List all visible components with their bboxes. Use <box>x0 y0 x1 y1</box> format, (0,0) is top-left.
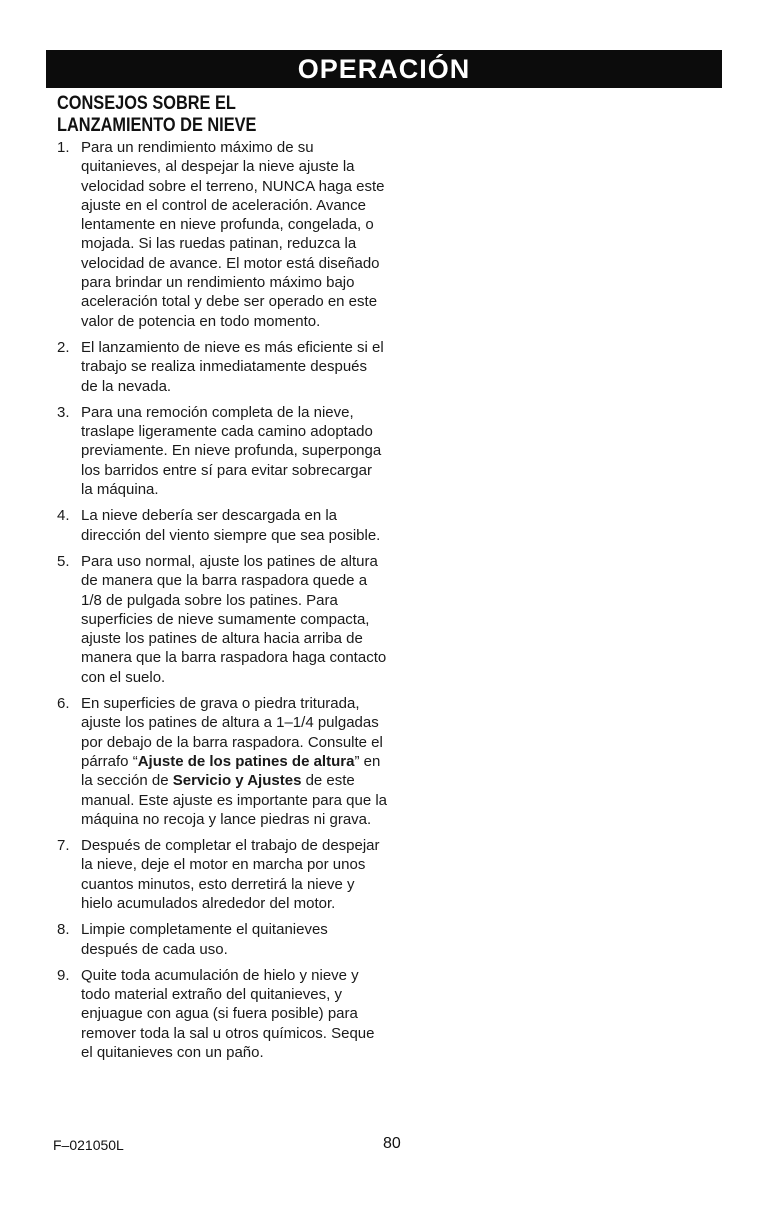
tip-number: 5. <box>57 552 70 570</box>
tip-text: Limpie completamente el quitanieves después de cada uso. <box>81 921 328 958</box>
tip-number: 9. <box>57 966 70 984</box>
tip-number: 2. <box>57 338 70 356</box>
tip-number: 3. <box>57 403 70 421</box>
tip-item-1 <box>57 138 387 331</box>
tip-item-9 <box>57 966 387 1062</box>
section-reference-bold: Servicio y Ajustes <box>172 772 302 790</box>
tip-item-7 <box>57 836 387 913</box>
tip-number: 1. <box>57 139 70 156</box>
tip-text: Después de completar el trabajo de despejar la nieve, deje el motor en marcha por unos cuantos minutos, esto derretirá la nieve y hielo acumulados alrededor del motor. <box>81 837 380 912</box>
tip-text: Para uso normal, ajuste los patines de altura de manera que la barra raspadora quede a 1/8 de pulgada sobre los patines. Para superficies de nieve sumamente compacta, ajuste los patines de altura hacia arriba de manera que la barra raspadora haga contacto con el suelo. <box>81 552 387 686</box>
tip-text: Para un rendimiento máximo de su quitanieves, al despejar la nieve ajuste la velocidad sobre el terreno, NUNCA haga este ajuste en el control de aceleración. Avance lentamente en nieve profunda, congelada, o mojada. Si las ruedas patinan, reduzca la velocidad de avance. El motor está diseñado para brindar un rendimiento máximo bajo aceleración total y debe ser operado en este valor de potencia en todo momento. <box>81 139 385 330</box>
tip-text-part: de este manual. Este ajuste es importante para que la máquina no recoja y lance piedras ni grava. <box>81 772 388 828</box>
tip-item-6 <box>57 694 387 829</box>
tip-text: El lanzamiento de nieve es más eficiente si el trabajo se realiza inmediatamente después de la nevada. <box>81 338 384 395</box>
section-banner <box>46 50 722 88</box>
section-heading <box>57 93 341 137</box>
tip-item-2 <box>57 338 387 396</box>
tip-text: Quite toda acumulación de hielo y nieve y todo material extraño del quitanieves, y enjuague con agua (si fuera posible) para remover toda la sal u otros químicos. Seque el quitanieves con un paño. <box>81 966 375 1062</box>
banner-title: OPERACIÓN <box>297 53 471 84</box>
tip-text: Para una remoción completa de la nieve, traslape ligeramente cada camino adoptado previamente. En nieve profunda, superponga los barridos entre sí para evitar sobrecargar la máquina. <box>81 403 382 499</box>
tip-number: 7. <box>57 837 70 855</box>
tip-text-part: ” en la sección de <box>81 752 381 790</box>
tip-number: 6. <box>57 695 70 713</box>
tip-number: 4. <box>57 507 70 525</box>
tip-text <box>81 695 387 828</box>
tip-number: 8. <box>57 921 70 939</box>
heading-line-1: CONSEJOS SOBRE EL <box>57 93 236 114</box>
page-number: 80 <box>383 1135 401 1152</box>
cross-reference-bold: Ajuste de los patines de altura <box>137 752 355 770</box>
tips-list <box>57 138 387 1069</box>
tip-item-4 <box>57 506 387 545</box>
tip-item-3 <box>57 403 387 499</box>
tip-text: La nieve debería ser descargada en la dirección del viento siempre que sea posible. <box>81 507 381 544</box>
tip-text-part: En superficies de grava o piedra triturada, ajuste los patines de altura a 1–1/4 pulgadas por debajo de la barra raspadora. Consulte el párrafo “ <box>81 695 383 770</box>
heading-line-2: LANZAMIENTO DE NIEVE <box>57 115 257 136</box>
tip-item-5 <box>57 552 387 687</box>
document-code: F–021050L <box>53 1137 124 1153</box>
tip-item-8 <box>57 920 387 959</box>
